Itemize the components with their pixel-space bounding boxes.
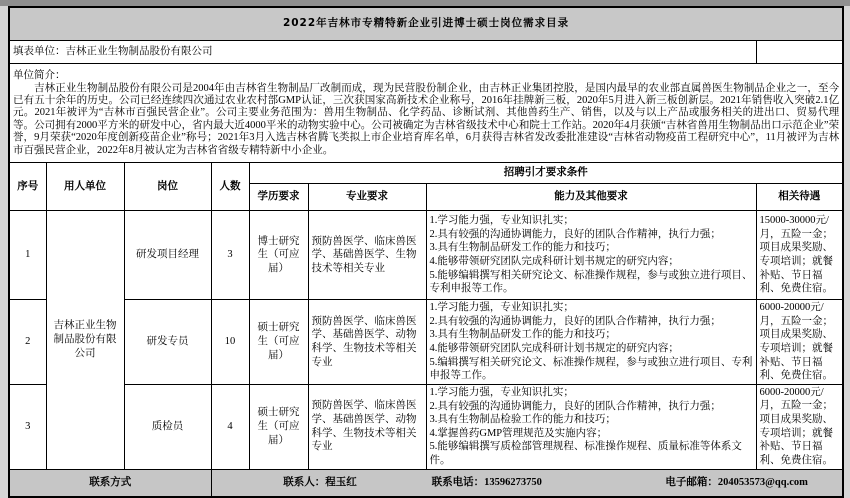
table-row-2 [9, 300, 843, 385]
row3-education: 硕士研究生（可应届） [249, 384, 308, 469]
row3-abilities [426, 384, 756, 469]
row1-education: 博士研究生（可应届） [249, 211, 308, 300]
row1-ability-2: 2.具有较强的沟通协调能力，良好的团队合作精神，执行力强； [429, 228, 721, 240]
header-row-group [9, 163, 843, 184]
table-row-3 [9, 384, 843, 469]
contact-row [9, 469, 843, 497]
row2-salary: 6000-20000元/月，五险一金；项目成果奖励、专项培训；就餐补贴、节日福利、免费住宿。 [756, 300, 843, 385]
row2-ability-1: 1.学习能力强，专业知识扎实； [429, 302, 574, 314]
row1-ability-1: 1.学习能力强，专业知识扎实； [429, 215, 574, 227]
document-table-area [8, 6, 844, 498]
row1-abilities [426, 211, 756, 300]
row3-salary: 6000-20000元/月，五险一金；项目成果奖励、专项培训；就餐补贴、节日福利、免费住宿。 [756, 384, 843, 469]
contact-email: 电子邮箱：204053573@qq.com [665, 476, 808, 488]
row2-education: 硕士研究生（可应届） [249, 300, 308, 385]
intro-row [9, 64, 843, 163]
row2-seq: 2 [9, 300, 46, 385]
header-employer: 用人单位 [46, 163, 124, 211]
page-title: 2022年吉林市专精特新企业引进博士硕士岗位需求目录 [9, 7, 843, 41]
row3-ability-4: 4.掌握兽药GMP管理规范及实施内容； [429, 427, 608, 439]
form-unit-row [9, 41, 843, 64]
intro-label: 单位简介： [13, 69, 66, 81]
header-education: 学历要求 [249, 184, 308, 211]
row2-abilities [426, 300, 756, 385]
header-salary: 相关待遇 [756, 184, 843, 211]
contact-phone: 联系电话：13596273750 [431, 476, 542, 488]
intro-paragraph: 吉林正业生物制品股份有限公司是2004年由吉林省生物制品厂改制而成，现为民营股份制企业，由吉林正业集团控股，是国内最早的农业部直属兽医生物制品企业之一，至今已有五十余年的历史。公司已经连续四次通过农业农村部GMP认证，三次获国家高新技术企业称号，2016年挂牌新三板，2020年5月进入新三板创新层。2021年销售收入突破2.1亿元。2021年被评为“吉林市百强民营企业”。公司主要业务范围为：兽用生物制品、化学药品、诊断试剂、其他兽药生产、销售，以及与以上产品或服务相关的进出口、贸易代理等。公司拥有2000平方米的研发中心，省内最大近4000平米的动物实验中心。公司被确定为吉林省级技术中心和院士工作站。2020年4月获颁“吉林省兽用生物制品出口示范企业”荣誉，9月荣获“2020年度创新疫苗企业”称号；2021年3月入选吉林省腾飞类拟上市企业培育库名单，6月获得吉林省发改委批准建设“吉林省动物疫苗工程研究中心”，11月被评为吉林市百强民营企业，2022年8月被认定为吉林省省级专精特新中小企业。 [13, 82, 840, 156]
contact-label: 联系方式 [9, 469, 211, 497]
row2-count: 10 [211, 300, 249, 385]
title-row [9, 7, 843, 41]
row3-ability-1: 1.学习能力强，专业知识扎实； [429, 386, 574, 398]
form-unit-empty-cell [756, 41, 843, 64]
row1-position: 研发项目经理 [124, 211, 211, 300]
row3-major: 预防兽医学、临床兽医学、基础兽医学、动物科学、生物技术等相关专业 [308, 384, 426, 469]
header-position: 岗位 [124, 163, 211, 211]
row3-ability-5: 5.能够编辑撰写质检部管理规程、标准操作规程、质量标准等体系文件。 [429, 441, 742, 466]
row1-salary: 15000-30000元/月，五险一金；项目成果奖励、专项培训；就餐补贴、节日福利、免费住宿。 [756, 211, 843, 300]
header-abilities: 能力及其他要求 [426, 184, 756, 211]
row3-ability-2: 2.具有较强的沟通协调能力，良好的团队合作精神，执行力强； [429, 400, 721, 412]
row1-count: 3 [211, 211, 249, 300]
row1-seq: 1 [9, 211, 46, 300]
row3-seq: 3 [9, 384, 46, 469]
form-unit-text: 填表单位：吉林正业生物制品股份有限公司 [9, 41, 756, 64]
row3-position: 质检员 [124, 384, 211, 469]
header-requirements-group: 招聘引才要求条件 [249, 163, 843, 184]
header-major: 专业要求 [308, 184, 426, 211]
header-seq: 序号 [9, 163, 46, 211]
row2-ability-4: 4.能够带领研究团队完成科研计划书规定的研究内容； [429, 342, 679, 354]
employer-merged-cell: 吉林正业生物制品股份有限公司 [46, 211, 124, 470]
header-count: 人数 [211, 163, 249, 211]
row2-major: 预防兽医学、临床兽医学、基础兽医学、动物科学、生物技术等相关专业 [308, 300, 426, 385]
row2-ability-3: 3.具有生物制品研发工作的能力和技巧； [429, 329, 616, 341]
row2-ability-2: 2.具有较强的沟通协调能力，良好的团队合作精神，执行力强； [429, 315, 721, 327]
row2-ability-5: 5.编辑撰写相关研究论文、标准操作规程，参与或独立进行项目、专利申报等工作。 [429, 356, 753, 382]
recruitment-table [8, 6, 844, 498]
row3-ability-3: 3.具有生物制品检验工作的能力和技巧； [429, 414, 616, 426]
row1-ability-5: 5.能够编辑撰写相关研究论文、标准操作规程，参与或独立进行项目、专利申报等工作。 [429, 269, 753, 295]
table-row-1 [9, 211, 843, 300]
row2-position: 研发专员 [124, 300, 211, 385]
contact-person: 联系人：程玉红 [283, 476, 357, 488]
row1-ability-3: 3.具有生物制品研发工作的能力和技巧； [429, 242, 616, 254]
row1-ability-4: 4.能够带领研究团队完成科研计划书规定的研究内容； [429, 256, 679, 267]
row3-count: 4 [211, 384, 249, 469]
contact-details-cell [211, 469, 843, 497]
intro-box [9, 64, 843, 163]
row1-major: 预防兽医学、临床兽医学、基础兽医学、生物技术等相关专业 [308, 211, 426, 300]
